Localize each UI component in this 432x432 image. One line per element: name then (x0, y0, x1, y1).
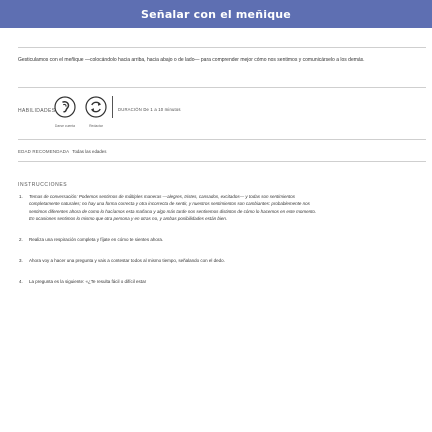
intro-paragraph: Gesticulamos con el meñique —colocándolo hacia arriba, hacia abajo o de lado— para comprender mejor cómo nos sentimos y comunicárselo a los demás. (18, 57, 365, 63)
instructions-list (18, 193, 318, 285)
step-text: Ahora voy a hacer una pregunta y vais a contestar todos al mismo tiempo, señalando con el dedo. (29, 258, 225, 264)
list-item (18, 193, 318, 222)
step-text: Temas de conversación: Podemos sentirnos de múltiples maneras —alegres, tristes, cansados, excitados— y todas son sentimientos completamente naturales; no hay una forma correcta y otra incorrecta de sentir, y nuestros sentimientos son cambiantes: probablemente nos sentimos diferentes ahora de como lo hacíamos esta mañana y algo más tarde nos sentiremos distintos de cómo lo hacemos en este momento. En ocasiones sentimos lo mismo que otra persona y en otras no, y ambas posibilidades están bien. (29, 194, 317, 221)
list-item (18, 278, 318, 285)
skill-caption-notice: Darse cuenta (54, 124, 76, 128)
divider-top (18, 47, 426, 48)
duration-value: De 1 a 10 minutos (143, 107, 181, 112)
age-value: Todas las edades (72, 149, 107, 154)
step-number: 3. (19, 258, 23, 264)
list-item (18, 236, 318, 243)
divider-age-bottom (18, 161, 426, 162)
page-title: Señalar con el meñique (141, 7, 291, 21)
step-text: La pregunta es la siguiente: «¿Te resulta fácil o difícil estar (29, 278, 147, 284)
step-number: 4. (19, 278, 23, 284)
step-text: Realiza una respiración completa y fíjate en cómo te sientes ahora. (29, 237, 164, 243)
duration-label: DURACIÓN (118, 107, 142, 112)
step-number: 2. (19, 237, 23, 243)
age-label: EDAD RECOMENDADA (18, 149, 70, 154)
skills-label: HABILIDADES (18, 108, 56, 114)
instructions-title: INSTRUCCIONES (18, 182, 68, 188)
skill-caption-redact: Redactar (89, 124, 103, 128)
recommended-age (18, 149, 106, 154)
divider-age-top (18, 139, 426, 140)
divider-middle (18, 87, 426, 88)
step-number: 1. (19, 194, 23, 199)
duration (118, 107, 181, 112)
ear-icon (54, 96, 76, 118)
refresh-icon (85, 96, 107, 118)
skills-duration-separator (112, 96, 113, 118)
title-banner (0, 0, 432, 28)
list-item (18, 257, 318, 264)
